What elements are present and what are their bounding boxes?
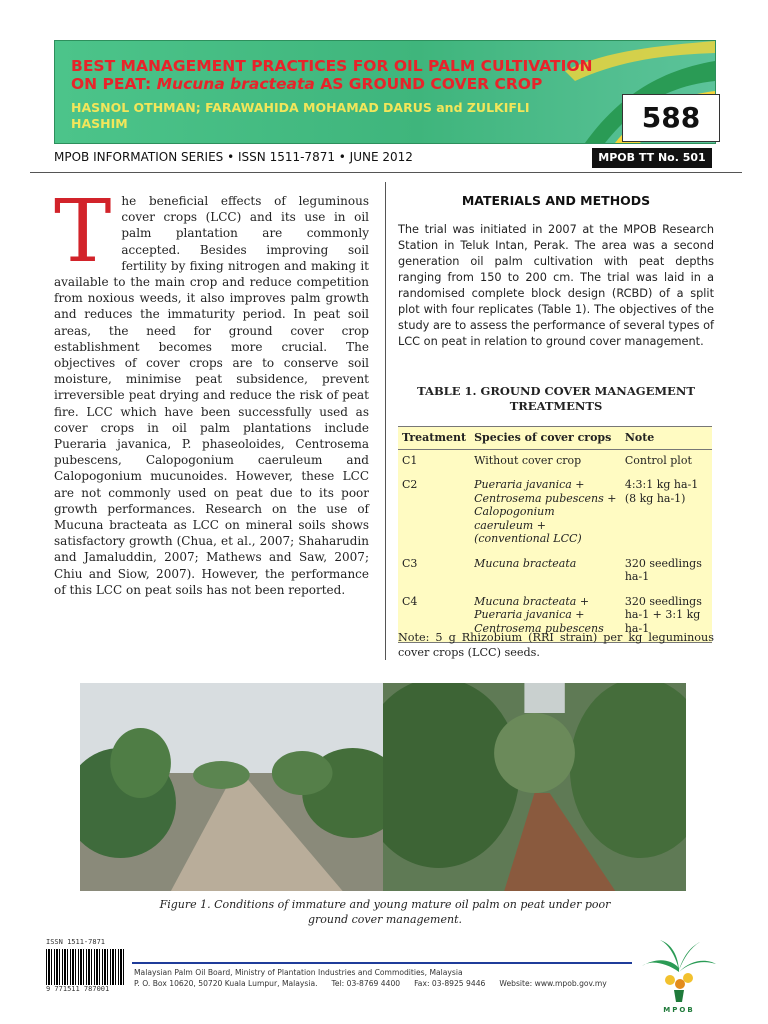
barcode-number: 9 771511 787001 xyxy=(46,985,110,993)
note-cell: 4:3:1 kg ha-1 (8 kg ha-1) xyxy=(624,478,699,505)
header-rule xyxy=(30,172,742,173)
barcode xyxy=(46,938,126,1018)
footer-address: P. O. Box 10620, 50720 Kuala Lumpur, Malaysia. xyxy=(134,979,318,988)
note-cell: Control plot xyxy=(624,453,692,467)
treatment-cell: C4 xyxy=(402,594,418,608)
authors: HASNOL OTHMAN; FARAWAHIDA MOHAMAD DARUS and ZULKIFLI HASHIM xyxy=(71,100,530,131)
species-cell: Mucuna bracteata xyxy=(474,556,577,570)
footer-tel: Tel: 03-8769 4400 xyxy=(331,979,401,988)
table-note: Note: 5 g Rhizobium (RRI strain) per kg leguminous cover crops (LCC) seeds. xyxy=(398,631,714,659)
photo-young-mature-palm xyxy=(383,683,686,891)
treatment-cell: C2 xyxy=(402,478,418,491)
mpob-logo-text: MPOB xyxy=(663,1006,695,1014)
footer-rule xyxy=(132,962,632,964)
note-cell: 320 seedlings ha-1 xyxy=(624,556,702,583)
table-header-cell: Note xyxy=(621,427,712,449)
species-cell: Without cover crop xyxy=(474,453,582,467)
issue-number: 588 xyxy=(622,94,720,142)
table-row xyxy=(398,449,712,474)
note-cell: 320 seedlings ha-1 + 3:1 kg ha-1 xyxy=(624,594,702,635)
footer-org: Malaysian Palm Oil Board, Ministry of Plantation Industries and Commodities, Malaysia xyxy=(134,968,463,977)
column-divider xyxy=(385,182,386,660)
treatment-cell: C3 xyxy=(402,556,418,570)
treatments-table xyxy=(398,426,712,643)
issn-label: ISSN 1511-7871 xyxy=(46,938,106,946)
drop-cap: T xyxy=(54,182,112,282)
photo-immature-palm xyxy=(80,683,383,891)
table-caption: TABLE 1. GROUND COVER MANAGEMENT TREATMENTS xyxy=(417,384,695,413)
barcode-bars xyxy=(46,949,124,985)
document-title: BEST MANAGEMENT PRACTICES FOR OIL PALM CULTIVATION ON PEAT: Mucuna bracteata AS GROUND COVER CROP xyxy=(71,57,593,93)
treatment-cell: C1 xyxy=(402,453,418,467)
figure-photos xyxy=(80,683,686,891)
table-row xyxy=(398,474,712,553)
footer xyxy=(134,967,634,989)
intro-text: he beneficial effects of leguminous cover crops (LCC) and its use in oil palm plantation are commonly accepted. Besides improving soil fertility by fixing nitrogen and making it available to the main crop and reduce competition from noxious weeds, it also improves palm growth and reduces the immaturity period. In peat soil areas, the need for ground cover crop establishment becomes more crucial. The objectives of cover crops are to conserve soil moisture, minimise peat subsidence, prevent irreversible peat drying and reduce the risk of peat fire. LCC which have been successfully used as cover crops in oil palm plantations include Pueraria javanica, P. phaseoloides, Centrosema pubescens, Calopogonium caeruleum and Calopogonium mucunoides. However, these LCC are not commonly used on peat due to its poor growth performances. Research on the use of Mucuna bracteata as LCC on mineral soils shows satisfactory growth (Chua, et al., 2007; Shaharudin and Jamaluddin, 2007; Mathews and Saw, 2007; Chiu and Siow, 2007). However, the performance of this LCC on peat soils has not been reported. xyxy=(54,194,369,597)
species-cell: Mucuna bracteata + Pueraria javanica + Centrosema pubescens xyxy=(474,594,604,635)
table-header-cell: Treatment xyxy=(398,427,470,449)
mpob-logo-icon xyxy=(640,932,718,1016)
header-banner xyxy=(54,40,716,144)
species-cell: Pueraria javanica + Centrosema pubescens + Calopogonium caeruleum + (conventional LCC) xyxy=(474,478,617,545)
intro-column xyxy=(54,182,369,598)
table-header-cell: Species of cover crops xyxy=(470,427,621,449)
methods-text: The trial was initiated in 2007 at the MPOB Research Station in Teluk Intan, Perak. The area was a second generation oil palm cultivation with peat depths ranging from 150 to 200 cm. The trial was laid in a randomised complete block design (RCBD) of a split plot with four replicates (Table 1). The objectives of the study are to assess the performance of several types of LCC on peat in relation to ground cover management. xyxy=(398,223,714,348)
tt-number-badge: MPOB TT No. 501 xyxy=(592,148,712,168)
methods-heading: MATERIALS AND METHODS xyxy=(461,193,651,208)
footer-website: Website: www.mpob.gov.my xyxy=(499,979,607,988)
figure-caption: Figure 1. Conditions of immature and young mature oil palm on peat under poor ground cover management. xyxy=(159,898,611,926)
table-row xyxy=(398,553,712,591)
footer-fax: Fax: 03-8925 9446 xyxy=(414,979,486,988)
table-header-row xyxy=(398,427,712,449)
series-line: MPOB INFORMATION SERIES • ISSN 1511-7871 • JUNE 2012 xyxy=(54,150,413,164)
